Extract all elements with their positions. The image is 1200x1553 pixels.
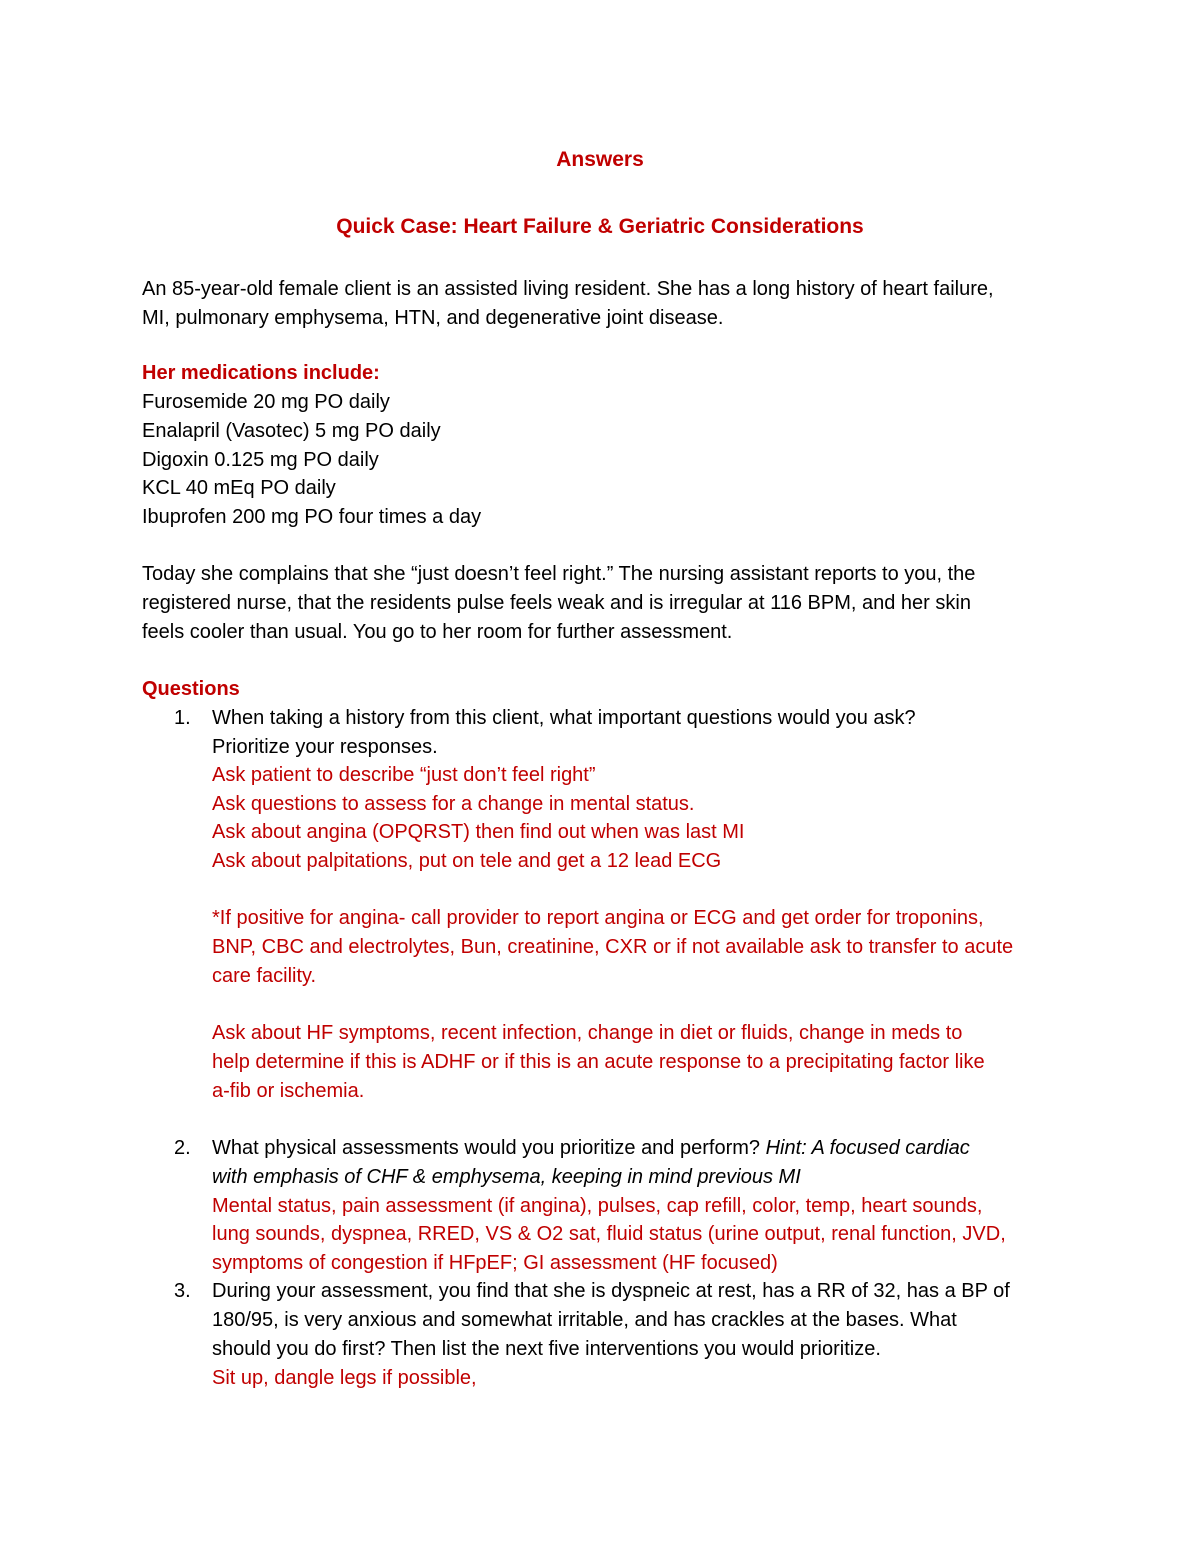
question-number: 3. [174,1280,191,1302]
question-text: What physical assessments would you prioritize and perform? [212,1137,761,1159]
medication-item: Furosemide 20 mg PO daily [142,391,390,413]
answer-line: Ask about angina (OPQRST) then find out when was last MI [212,821,745,843]
question-number: 1. [174,707,191,729]
hint-text: Hint: A focused cardiac [765,1137,970,1159]
question-text: Prioritize your responses. [212,736,438,758]
scenario-line: feels cooler than usual. You go to her room for further assessment. [142,621,733,643]
answer-line: lung sounds, dyspnea, RRED, VS & O2 sat, fluid status (urine output, renal function, JVD, [212,1223,1006,1245]
answer-line: BNP, CBC and electrolytes, Bun, creatinine, CXR or if not available ask to transfer to acute [212,936,1014,958]
medication-item: KCL 40 mEq PO daily [142,477,336,499]
answer-line: care facility. [212,965,317,987]
medications-heading: Her medications include: [142,362,380,384]
answer-line: a-fib or ischemia. [212,1080,365,1102]
scenario-line: registered nurse, that the residents pulse feels weak and is irregular at 116 BPM, and her skin [142,592,971,614]
intro-line: MI, pulmonary emphysema, HTN, and degenerative joint disease. [142,307,724,329]
medication-item: Digoxin 0.125 mg PO daily [142,449,379,471]
question-text: During your assessment, you find that she is dyspneic at rest, has a RR of 32, has a BP of [212,1280,1010,1302]
answer-line: Ask about palpitations, put on tele and get a 12 lead ECG [212,850,722,872]
scenario-line: Today she complains that she “just doesn’t feel right.” The nursing assistant reports to you, the [142,563,976,585]
answer-line: Mental status, pain assessment (if angina), pulses, cap refill, color, temp, heart sounds, [212,1195,983,1217]
case-title: Quick Case: Heart Failure & Geriatric Considerations [336,215,864,238]
answer-line: symptoms of congestion if HFpEF; GI assessment (HF focused) [212,1252,778,1274]
intro-line: An 85-year-old female client is an assisted living resident. She has a long history of heart failure, [142,278,994,300]
question-text: should you do first? Then list the next five interventions you would prioritize. [212,1338,881,1360]
answer-line: Ask questions to assess for a change in mental status. [212,793,695,815]
question-text: 180/95, is very anxious and somewhat irritable, and has crackles at the bases. What [212,1309,957,1331]
question-number: 2. [174,1137,191,1159]
questions-heading: Questions [142,678,240,700]
answer-line: help determine if this is ADHF or if this is an acute response to a precipitating factor like [212,1051,985,1073]
answer-line: Ask patient to describe “just don’t feel right” [212,764,596,786]
answer-line: Ask about HF symptoms, recent infection, change in diet or fluids, change in meds to [212,1022,963,1044]
hint-text: with emphasis of CHF & emphysema, keeping in mind previous MI [212,1166,801,1188]
medication-item: Ibuprofen 200 mg PO four times a day [142,506,482,528]
answer-line: Sit up, dangle legs if possible, [212,1367,477,1389]
page-heading: Answers [556,148,644,171]
question-text [212,1134,970,1162]
answer-line: *If positive for angina- call provider to report angina or ECG and get order for troponins, [212,907,984,929]
question-text: When taking a history from this client, what important questions would you ask? [212,707,916,729]
medication-item: Enalapril (Vasotec) 5 mg PO daily [142,420,441,442]
